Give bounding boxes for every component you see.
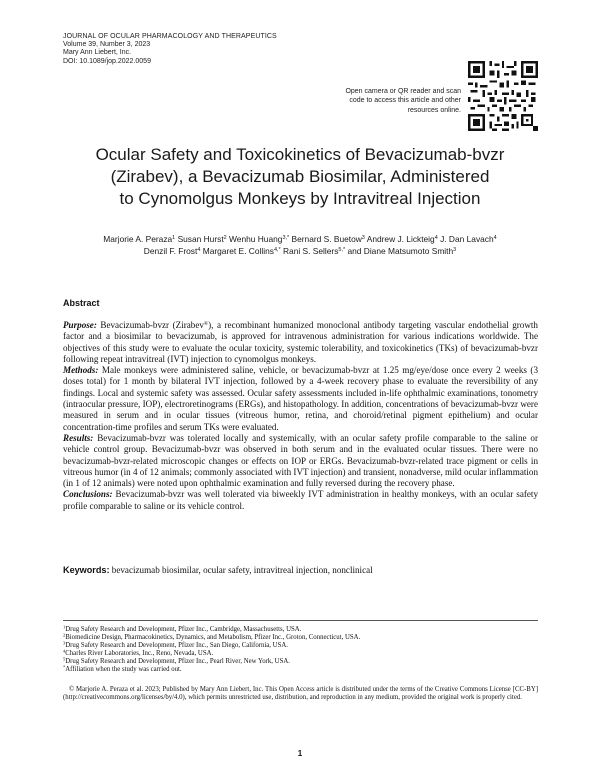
methods-label: Methods: xyxy=(63,365,99,376)
author-name: Andrew J. Lickteig xyxy=(366,234,435,244)
abstract-heading: Abstract xyxy=(63,298,100,308)
journal-header xyxy=(63,33,277,66)
affiliation-text: Drug Safety Research and Development, Pfizer Inc., San Diego, California, USA. xyxy=(65,642,288,649)
qr-code-icon[interactable] xyxy=(468,61,538,131)
affiliation-mark: * xyxy=(63,664,66,670)
author-name: Marjorie A. Peraza xyxy=(103,234,173,244)
author-name: Margaret E. Collins xyxy=(202,246,274,256)
author-name: Denzil F. Frost xyxy=(143,246,198,256)
author-affiliation-mark: 3 xyxy=(361,235,365,241)
article-title xyxy=(50,144,550,210)
volume-info: Volume 39, Number 3, 2023 xyxy=(63,41,151,49)
conclusions-text: Bevacizumab-bvzr was well tolerated via biweekly IVT administration in healthy monkeys, with an ocular safety profile comparable to saline or its vehicle control. xyxy=(63,489,538,511)
abstract-purpose xyxy=(63,320,538,365)
author-name: Bernard S. Buetow xyxy=(291,234,362,244)
author-affiliation-mark: 4 xyxy=(197,247,201,253)
author-name: Wenhu Huang xyxy=(229,234,283,244)
affiliation-text: Biomedicine Design, Pharmacokinetics, Dynamics, and Metabolism, Pfizer Inc., Groton, Connecticut, USA. xyxy=(65,634,361,641)
affiliation-text: Affiliation when the study was carried out. xyxy=(65,666,182,673)
affiliation-mark: 5 xyxy=(63,656,66,662)
affiliation-mark: 1 xyxy=(63,624,66,630)
abstract-results xyxy=(63,433,538,489)
author-affiliation-mark: 4 xyxy=(434,235,438,241)
author-affiliation-mark: 4 xyxy=(493,235,497,241)
publisher: Mary Ann Liebert, Inc. xyxy=(63,49,132,57)
doi[interactable]: DOI: 10.1089/jop.2022.0059 xyxy=(63,57,151,65)
purpose-label: Purpose: xyxy=(63,320,97,330)
conclusions-label: Conclusions: xyxy=(63,489,113,500)
abstract-methods xyxy=(63,365,538,433)
affiliation-text: Drug Safety Research and Development, Pfizer Inc., Pearl River, New York, USA. xyxy=(65,658,290,665)
affiliation-mark: 3 xyxy=(63,640,66,646)
results-text: Bevacizumab-bvzr was tolerated locally and systemically, with an ocular safety profile comparable to the saline or vehicle control group. Bevacizumab-bvzr was observed in both serum and in the evaluated ocular tissues. There were no bevacizumab-bvzr-related microscopic changes or effects on IOP or ERGs. Bevacizumab-bvzr-related trace pigment or cells in vitreous humor (in 4 of 12 animals; commonly associated with IVT injection) and transient, nonadverse, mild ocular inflammation (in 1 of 12 animals) were noted upon ophthalmic examination and fully reversed during the recovery phase. xyxy=(63,432,538,489)
affiliation-item xyxy=(63,666,538,674)
affiliation-item xyxy=(63,650,538,658)
affiliation-item xyxy=(63,634,538,642)
affiliation-text: Charles River Laboratories, Inc., Reno, Nevada, USA. xyxy=(65,650,214,657)
qr-note: Open camera or QR reader and scan code to access this article and other resources online. xyxy=(345,88,461,114)
author-affiliation-mark: 3,* xyxy=(282,235,290,241)
page-number: 1 xyxy=(297,749,303,758)
license-statement: © Marjorie A. Peraza et al. 2023; Published by Mary Ann Liebert, Inc. This Open Access article is distributed under the terms of the Creative Commons License [CC-BY] (http://creativecommons.org/licenses/by/4.0), which permits unrestricted use, distribution, and reproduction in any medium, provided the original work is properly cited. xyxy=(63,686,538,702)
methods-text: Male monkeys were administered saline, vehicle, or bevacizumab-bvzr at 1.25 mg/eye/dose once every 2 weeks (3 doses total) for 1 month by bilateral IVT injection, followed by a 4-week recovery phase to evaluate the reversibility of any findings. Local and systemic safety was assessed. Ocular safety assessments included in-life ophthalmic examinations, tonometry (intraocular pressure, IOP), electroretinograms (ERGs), and histopathology. In addition, concentrations of bevacizumab-bvzr were measured in serum and in ocular tissues (vitreous humor, retina, and choroid/retinal pigment epithelium) and ocular concentration-time profiles and serum TKs were evaluated. xyxy=(63,365,538,432)
affiliation-text: Drug Safety Research and Development, Pfizer Inc., Cambridge, Massachusetts, USA. xyxy=(65,626,302,633)
footnote-divider xyxy=(63,620,538,621)
keywords xyxy=(63,565,538,576)
journal-name: JOURNAL OF OCULAR PHARMACOLOGY AND THERAPEUTICS xyxy=(63,33,277,40)
purpose-text-a: Bevacizumab-bvzr (Zirabev xyxy=(100,320,204,330)
author-name: Diane Matsumoto Smith xyxy=(363,246,454,256)
title-line-3: to Cynomolgus Monkeys by Intravitreal Injection xyxy=(119,189,481,208)
title-line-2: (Zirabev), a Bevacizumab Biosimilar, Administered xyxy=(110,167,490,186)
author-affiliation-mark: 3 xyxy=(453,247,457,253)
author-affiliation-mark: 1 xyxy=(172,235,176,241)
affiliation-item xyxy=(63,626,538,634)
affiliation-item xyxy=(63,658,538,666)
keywords-text: bevacizumab biosimilar, ocular safety, intravitreal injection, nonclinical xyxy=(111,565,373,575)
author-name: Susan Hurst xyxy=(177,234,224,244)
title-line-1: Ocular Safety and Toxicokinetics of Bevacizumab-bvzr xyxy=(95,145,505,164)
affiliation-mark: 2 xyxy=(63,632,66,638)
registered-mark: ® xyxy=(203,321,209,327)
affiliation-item xyxy=(63,642,538,650)
author-affiliation-mark: 4,* xyxy=(273,247,281,253)
keywords-label: Keywords: xyxy=(63,565,110,575)
author-list: Marjorie A. Peraza$^1$ Susan Hurst$^2$ Wenhu Huang$^{3,*}$ Bernard S. Buetow$^3$ Andrew J. Lickteig$^4$ J. Dan Lavach$^4$ Denzil F. Frost$^4$ Margaret E. Collins$^{4,*}$ Rani S. Sellers$^{5,*}$ and Diane Matsumoto Smith$^3$ xyxy=(103,234,497,256)
author-affiliation-mark: 5,* xyxy=(338,247,346,253)
purpose-text-b: ), a recombinant humanized monoclonal antibody targeting vascular endothelial growth factor and a biosimilar to bevacizumab, is approved for intravenous administration for various indications worldwide. The objectives of this study were to evaluate the ocular toxicity, systemic tolerability, and toxicokinetics (TKs) of bevacizumab-bvzr following repeat intravitreal (IVT) injection to cynomolgus monkeys. xyxy=(63,320,538,364)
abstract-conclusions xyxy=(63,489,538,512)
affiliations xyxy=(63,626,538,674)
author-affiliation-mark: 2 xyxy=(223,235,227,241)
author-name: J. Dan Lavach xyxy=(440,234,494,244)
abstract-body xyxy=(63,320,538,512)
affiliation-mark: 4 xyxy=(63,648,66,654)
results-label: Results: xyxy=(63,432,94,443)
author-name: Rani S. Sellers xyxy=(283,246,339,256)
